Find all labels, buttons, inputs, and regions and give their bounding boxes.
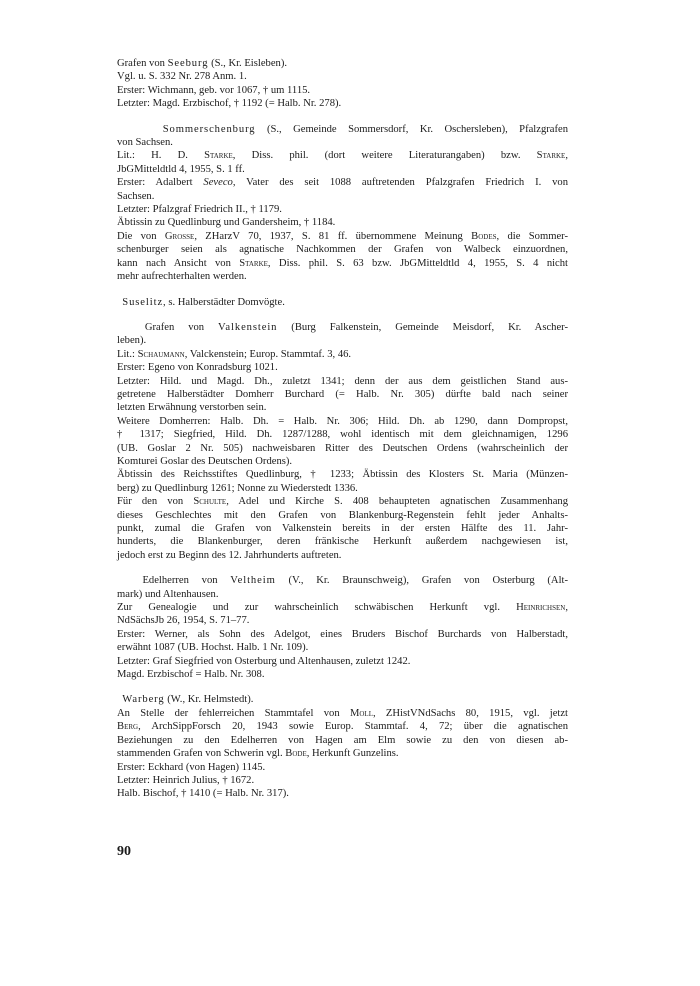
text-run: (S., Kr. Eisleben). — [208, 58, 287, 69]
text-run: † 1317; Siegfried, Hild. Dh. 1287/1288, wohl identisch mit dem gleichnamigen, 1296 — [117, 429, 568, 441]
text-run: Lit.: — [117, 348, 138, 360]
entry-heading: Warberg — [122, 694, 165, 706]
text-run: jedoch erst zu Beginn des 12. Jahrhunderts auftreten. — [117, 549, 342, 561]
text-line — [117, 495, 568, 508]
author-name: Berg — [117, 721, 139, 733]
text-run: getretene Halberstädter Domherr Burchard (= Halb. Nr. 305) dürfte bald nach seiner — [117, 388, 568, 400]
text-run: , Vater des seit 1088 auftretenden Pfalzgrafen Friedrich I. von — [232, 177, 568, 189]
text-run: , Valckenstein; Europ. Stammtaf. 3, 46. — [184, 348, 352, 360]
text-line — [117, 401, 568, 414]
text-line — [117, 628, 568, 641]
text-line — [117, 787, 568, 800]
text-run: Letzter: Graf Siegfried von Osterburg und Altenhausen, zuletzt 1242. — [117, 655, 411, 667]
text-run: schenburger seien als agnatische Nachkommen der Grafen von Walbeck einzuordnen, — [117, 244, 568, 256]
entry-heading: Veltheim — [230, 575, 276, 587]
author-name: Schaumann — [137, 348, 185, 360]
text-line — [117, 549, 568, 562]
text-run: Erster: Werner, als Sohn des Adelgot, eines Bruders Bischof Burchards von Halberstadt, — [117, 628, 568, 640]
text-run: Letzter: Magd. Erzbischof, † 1192 (= Halb. Nr. 278). — [117, 98, 342, 110]
text-line — [117, 230, 568, 243]
text-line — [117, 84, 568, 97]
text-line — [117, 216, 568, 229]
text-run: Grafen von — [117, 58, 168, 69]
text-run: , ZHarzV 70, 1937, S. 81 ff. übernommene Meinung — [194, 230, 472, 242]
text-line — [117, 70, 568, 83]
text-run: hunderts, die Blankenburger, deren fränkische Herkunft außerdem nachgewiesen ist, — [117, 536, 568, 548]
text-run: (Burg Falkenstein, Gemeinde Meisdorf, Kr. Ascher- — [277, 321, 568, 333]
text-line — [117, 522, 568, 535]
text-line — [117, 601, 568, 614]
text-line — [117, 468, 568, 481]
text-line — [117, 190, 568, 203]
text-line — [117, 509, 568, 522]
text-run: Halb. Bischof, † 1410 (= Halb. Nr. 317). — [117, 788, 289, 800]
text-run: Edelherren von — [117, 575, 231, 587]
text-run: Erster: Eckhard (von Hagen) 1145. — [117, 761, 266, 773]
text-line — [117, 375, 568, 388]
text-run: , s. Halberstädter Domvögte. — [163, 296, 285, 308]
text-run: von Sachsen. — [117, 137, 173, 149]
author-name: Starke — [239, 257, 268, 269]
text-run: Letzter: Heinrich Julius, † 1672. — [117, 774, 255, 786]
text-line — [117, 535, 568, 548]
text-run: , — [565, 602, 568, 614]
text-line — [117, 428, 568, 441]
text-run: , — [565, 150, 568, 162]
text-run: Äbtissin des Reichsstiftes Quedlinburg, † 1233; Äbtissin des Klosters St. Maria (Münzen- — [117, 469, 568, 481]
text-line — [117, 668, 568, 681]
text-line — [117, 136, 568, 149]
text-run: berg) zu Quedlinburg 1261; Nonne zu Wiederstedt 1336. — [117, 482, 358, 494]
text-run: Für den von — [117, 496, 194, 508]
text-run: Äbtissin zu Quedlinburg und Gandersheim, † 1184. — [117, 217, 336, 229]
author-name: Heinrichsen — [516, 602, 566, 614]
entry-paragraph — [117, 296, 568, 309]
text-line — [117, 361, 568, 374]
text-line — [117, 334, 568, 347]
text-line — [117, 774, 568, 787]
author-name: Bodes — [471, 230, 497, 242]
author-name: Moll — [349, 707, 373, 719]
text-run: Komturei Goslar des Deutschen Ordens). — [117, 455, 293, 467]
text-line — [117, 149, 568, 162]
text-run: letzten Erwähnung verstorben sein. — [117, 402, 267, 414]
text-line — [117, 442, 568, 455]
author-name: Schulte — [193, 496, 227, 508]
entry-heading: Suselitz — [122, 296, 164, 308]
text-line — [117, 296, 568, 309]
entry-heading: Valkenstein — [218, 321, 278, 333]
text-line — [117, 482, 568, 495]
text-line — [117, 747, 568, 760]
entry-heading: Sommerschenburg — [162, 123, 256, 135]
text-run: kann nach Ansicht von — [117, 257, 240, 269]
text-run: leben). — [117, 335, 147, 347]
text-run: dieses Geschlechtes mit den Grafen von Blankenburg-Regenstein fehlt jeder Anhalts- — [117, 509, 568, 521]
text-line — [117, 348, 568, 361]
text-run: (UB. Goslar 2 Nr. 505) nachweisbaren Ritter des Deutschen Ordens (wahrscheinlich der — [117, 442, 568, 454]
text-run: , Herkunft Gunzelins. — [306, 748, 399, 760]
text-line — [117, 270, 568, 283]
text-run: , Diss. phil. (dort weitere Literaturangaben) bzw. — [232, 150, 537, 162]
text-line — [117, 693, 568, 706]
text-run: Seveco — [203, 177, 233, 189]
text-run: mehr aufrechterhalten werden. — [117, 271, 247, 283]
text-run: An Stelle der fehlerreichen Stammtafel von — [117, 707, 350, 719]
text-run: Letzter: Hild. und Magd. Dh., zuletzt 1341; denn der aus dem geistlichen Stand aus- — [117, 375, 568, 387]
text-run: punkt, zumal die Grafen von Valkenstein bereits in der ersten Hälfte des 11. Jahr- — [117, 523, 568, 534]
text-run: JbGMitteldtld 4, 1955, S. 1 ff. — [117, 163, 245, 175]
text-line — [117, 455, 568, 468]
text-run: (S., Gemeinde Sommersdorf, Kr. Oschersleben), Pfalzgrafen — [255, 123, 568, 135]
text-run: , ZHistVNdSachs 80, 1915, vgl. jetzt — [372, 707, 568, 719]
text-line — [117, 97, 568, 110]
text-line — [117, 163, 568, 176]
text-run: erwähnt 1087 (UB. Hochst. Halb. 1 Nr. 109). — [117, 642, 309, 654]
text-line — [117, 720, 568, 733]
text-run: Letzter: Pfalzgraf Friedrich II., † 1179. — [117, 204, 282, 216]
entry-heading: Seeburg — [167, 58, 209, 69]
author-name: Starke — [536, 150, 566, 162]
text-line — [117, 257, 568, 270]
text-line — [117, 655, 568, 668]
text-line — [117, 57, 568, 70]
text-line — [117, 388, 568, 401]
text-line — [117, 321, 568, 334]
entry-paragraph — [117, 574, 568, 681]
text-line — [117, 761, 568, 774]
text-run: Vgl. u. S. 332 Nr. 278 Anm. 1. — [117, 71, 247, 83]
text-line — [117, 734, 568, 747]
text-run: Lit.: H. D. — [117, 150, 205, 162]
text-run: Magd. Erzbischof = Halb. Nr. 308. — [117, 669, 265, 681]
text-run: Weitere Domherren: Halb. Dh. = Halb. Nr. 306; Hild. Dh. ab 1290, dann Dompropst, — [117, 415, 568, 427]
entry-paragraph — [117, 123, 568, 284]
author-name: Bode — [285, 748, 307, 760]
entry-paragraph — [117, 321, 568, 562]
text-run: , die Sommer- — [496, 230, 568, 242]
text-line — [117, 243, 568, 256]
text-line — [117, 203, 568, 216]
text-line — [117, 123, 568, 136]
text-line — [117, 614, 568, 627]
text-line — [117, 588, 568, 601]
text-run: Die von — [117, 230, 165, 242]
text-run: Beziehungen zu den Edelherren von Hagen am Elm sowie zu den von diesen ab- — [117, 734, 568, 746]
text-line — [117, 415, 568, 428]
text-run: Erster: Wichmann, geb. vor 1067, † um 1115. — [117, 84, 311, 96]
page-number: 90 — [117, 844, 131, 859]
text-run: NdSächsJb 26, 1954, S. 71–77. — [117, 615, 250, 627]
text-run: (W., Kr. Helmstedt). — [164, 694, 254, 706]
text-run: Sachsen. — [117, 190, 155, 202]
text-run: (V., Kr. Braunschweig), Grafen von Osterburg (Alt- — [275, 575, 568, 587]
author-name: Grosse — [164, 230, 195, 242]
text-run: mark) und Altenhausen. — [117, 588, 219, 600]
text-run: Zur Genealogie und zur wahrscheinlich schwäbischen Herkunft vgl. — [117, 602, 517, 614]
text-run: , Diss. phil. S. 63 bzw. JbGMitteldtld 4, 1955, S. 4 nicht — [267, 257, 568, 269]
text-run: Erster: Egeno von Konradsburg 1021. — [117, 362, 278, 374]
text-line — [117, 641, 568, 654]
text-line — [117, 176, 568, 189]
author-name: Starke — [204, 150, 233, 162]
text-run: , ArchSippForsch 20, 1943 sowie Europ. Stammtaf. 4, 72; über die agnatischen — [138, 721, 568, 733]
text-run: Grafen von — [117, 321, 219, 333]
text-line — [117, 574, 568, 587]
entry-paragraph — [117, 693, 568, 800]
text-run: , Adel und Kirche S. 408 behaupteten agnatischen Zusammenhang — [226, 496, 568, 508]
text-run — [117, 124, 163, 135]
text-run: Erster: Adalbert — [117, 177, 204, 189]
entry-paragraph — [117, 57, 568, 111]
text-run: stammenden Grafen von Schwerin vgl. — [117, 748, 286, 760]
text-line — [117, 707, 568, 720]
text-block — [117, 57, 568, 813]
